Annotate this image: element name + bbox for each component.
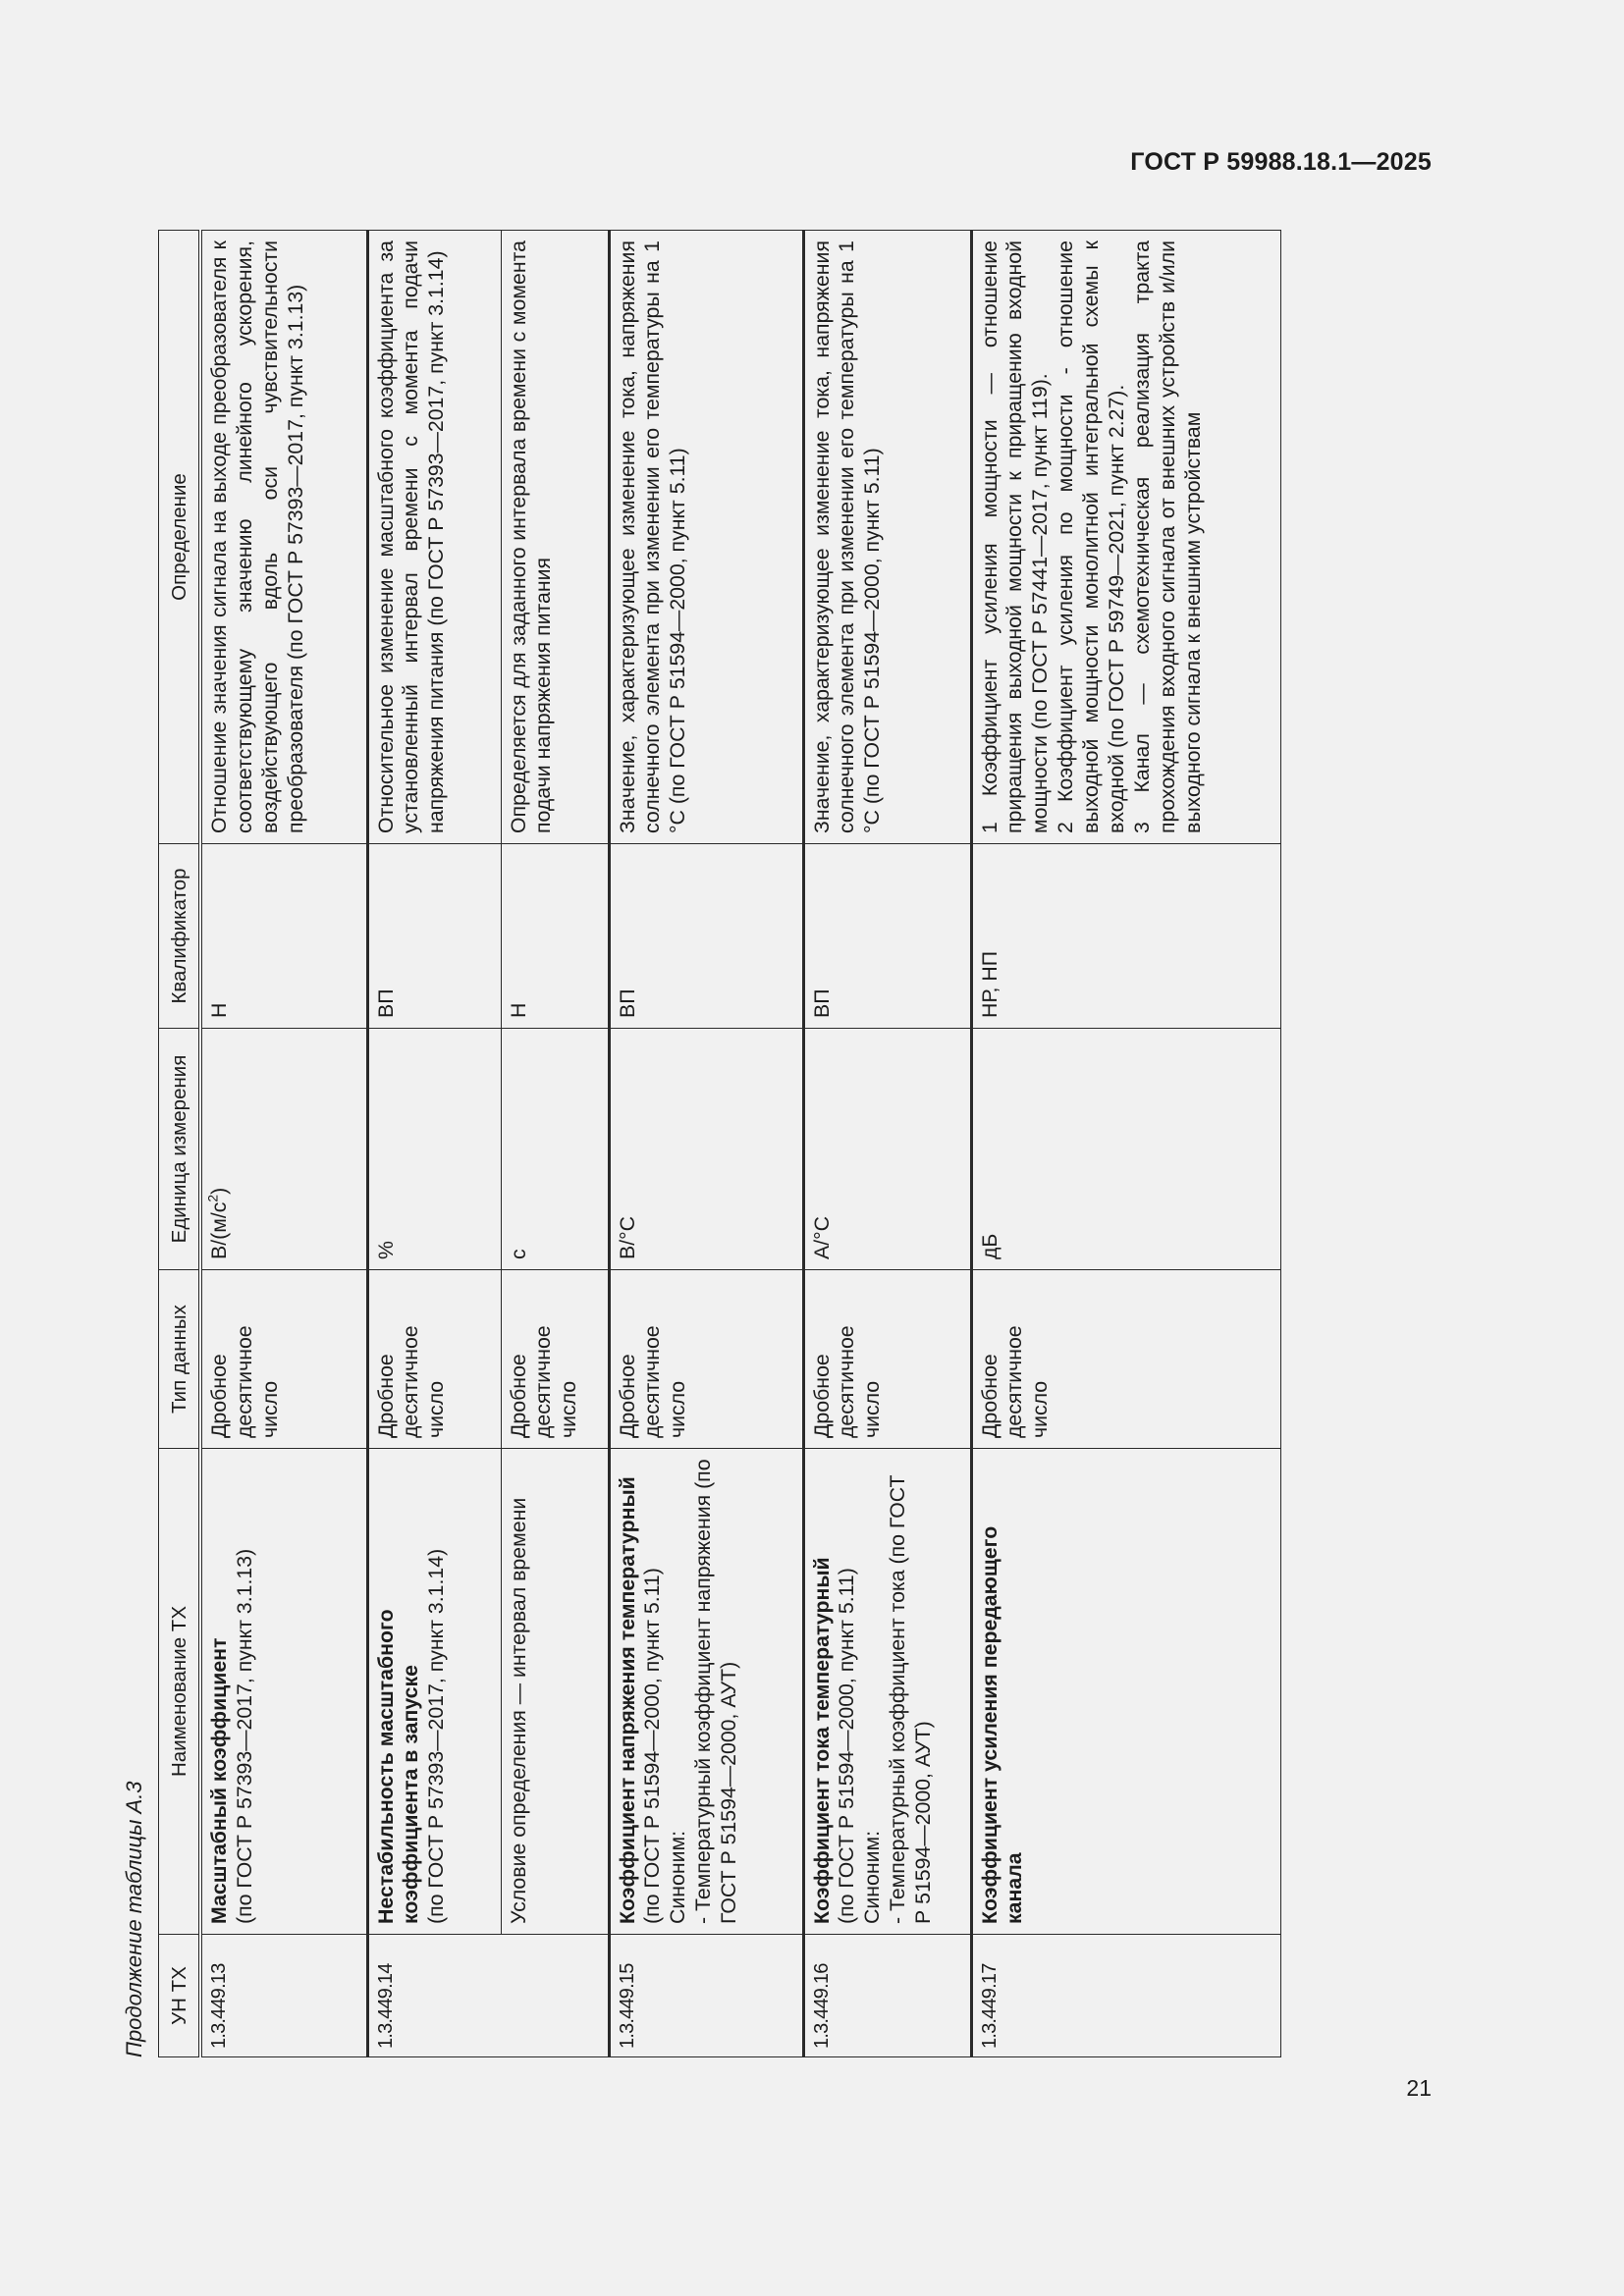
cell-definition: Значение, характеризующее изменение тока, напряжения солнечного элемента при изменении его температуры на 1 °С (по ГОСТ Р 51594—2000, пункт 5.11) xyxy=(609,231,803,844)
cell-type: Дробное десятичное число xyxy=(501,1270,609,1449)
cell-name xyxy=(803,1449,971,1935)
cell-unit xyxy=(200,1029,367,1270)
synonym: - Температурный коэффициент напряжения (по ГОСТ Р 51594—2000, АУТ) xyxy=(691,1459,741,1924)
table-header-row xyxy=(159,231,201,2057)
col-header-type: Тип данных xyxy=(159,1270,201,1449)
definition-note-2: 2 Коэффициент усиления по мощности - отношение выходной мощности монолитной интегральной схемы к входной (по ГОСТ Р 59749—2021, пункт 2.27). xyxy=(1054,240,1129,833)
cell-name xyxy=(200,1449,367,1935)
cell-qualifier: ВП xyxy=(609,844,803,1029)
synonym-label: Синоним: xyxy=(860,1830,885,1924)
term-source: (по ГОСТ Р 57393—2017, пункт 3.1.14) xyxy=(424,1548,449,1924)
col-header-name: Наименование ТХ xyxy=(159,1449,201,1935)
cell-qualifier: ВП xyxy=(367,844,501,1029)
cell-name xyxy=(367,1449,501,1935)
term-name: Коэффициент тока температурный xyxy=(809,1557,834,1924)
cell-code: 1.3.449.15 xyxy=(609,1935,803,2057)
table-row xyxy=(803,231,971,2057)
cell-definition: Значение, характеризующее изменение тока, напряжения солнечного элемента при изменении его температуры на 1 °С (по ГОСТ Р 51594—2000, пункт 5.11) xyxy=(803,231,971,844)
cell-code: 1.3.449.16 xyxy=(803,1935,971,2057)
cell-code: 1.3.449.13 xyxy=(200,1935,367,2057)
cell-code: 1.3.449.14 xyxy=(367,1935,609,2057)
cell-type: Дробное десятичное число xyxy=(803,1270,971,1449)
cell-type: Дробное десятичное число xyxy=(367,1270,501,1449)
cell-qualifier: НР, НП xyxy=(971,844,1280,1029)
synonym-label: Синоним: xyxy=(666,1830,690,1924)
cell-type: Дробное десятичное число xyxy=(609,1270,803,1449)
unit-exponent: 2 xyxy=(204,1194,221,1202)
rotated-table-area xyxy=(113,231,1298,2057)
cell-name xyxy=(971,1449,1280,1935)
term-source: (по ГОСТ Р 57393—2017, пункт 3.1.13) xyxy=(232,1548,256,1924)
characteristics-table xyxy=(158,230,1281,2057)
table-row xyxy=(501,231,609,2057)
cell-type: Дробное десятичное число xyxy=(971,1270,1280,1449)
cell-unit: с xyxy=(501,1029,609,1270)
table-row xyxy=(971,231,1280,2057)
col-header-definition: Определение xyxy=(159,231,201,844)
cell-name xyxy=(609,1449,803,1935)
cell-name: Условие определения — интервал времени xyxy=(501,1449,609,1935)
page-number: 21 xyxy=(1406,2075,1432,2101)
cell-unit: % xyxy=(367,1029,501,1270)
unit-tail: ) xyxy=(207,1187,231,1195)
cell-code: 1.3.449.17 xyxy=(971,1935,1280,2057)
cell-unit: дБ xyxy=(971,1029,1280,1270)
cell-type: Дробное десятичное число xyxy=(200,1270,367,1449)
definition-note-3: 3 Канал — схемотехническая реализация тракта прохождения входного сигнала от внешних устройств и/или выходного сигнала к внешним устройствам xyxy=(1130,240,1206,833)
term-source: (по ГОСТ Р 51594—2000, пункт 5.11) xyxy=(640,1568,665,1924)
cell-definition: Определяется для заданного интервала времени с момента подачи напряжения питания xyxy=(501,231,609,844)
term-name: Нестабильность масштабного коэффициента в запуске xyxy=(373,1609,423,1924)
table-row xyxy=(367,231,501,2057)
term-source: (по ГОСТ Р 51594—2000, пункт 5.11) xyxy=(835,1568,859,1924)
term-name: Коэффициент усиления передающего канала xyxy=(977,1525,1027,1924)
term-name: Коэффициент напряжения температурный xyxy=(615,1476,639,1924)
table-row xyxy=(609,231,803,2057)
term-name: Масштабный коэффициент xyxy=(207,1637,231,1924)
cell-definition xyxy=(971,231,1280,844)
cell-definition: Отношение значения сигнала на выходе преобразователя к соответствующему значению линейного ускорения, воздействующего вдоль оси чувствительности преобразователя (по ГОСТ Р 57393—2017, пункт 3.1.13) xyxy=(200,231,367,844)
definition-note-1: 1 Коэффициент усиления мощности — отношение приращения выходной мощности к приращению входной мощности (по ГОСТ Р 57441—2017, пункт 119). xyxy=(977,240,1053,833)
synonym: - Температурный коэффициент тока (по ГОСТ Р 51594—2000, АУТ) xyxy=(886,1474,936,1924)
col-header-unit: Единица измерения xyxy=(159,1029,201,1270)
cell-unit: А/°С xyxy=(803,1029,971,1270)
document-code: ГОСТ Р 59988.18.1—2025 xyxy=(1130,148,1432,176)
cell-qualifier: Н xyxy=(200,844,367,1029)
unit-base: В/(м/с xyxy=(207,1201,231,1259)
cell-qualifier: Н xyxy=(501,844,609,1029)
table-row xyxy=(200,231,367,2057)
col-header-code: УН ТХ xyxy=(159,1935,201,2057)
col-header-qualifier: Квалификатор xyxy=(159,844,201,1029)
cell-definition: Относительное изменение масштабного коэффициента за установленный интервал времени с момента подачи напряжения питания (по ГОСТ Р 57393—2017, пункт 3.1.14) xyxy=(367,231,501,844)
cell-qualifier: ВП xyxy=(803,844,971,1029)
cell-unit: В/°С xyxy=(609,1029,803,1270)
table-caption: Продолжение таблицы А.3 xyxy=(122,1781,146,2057)
